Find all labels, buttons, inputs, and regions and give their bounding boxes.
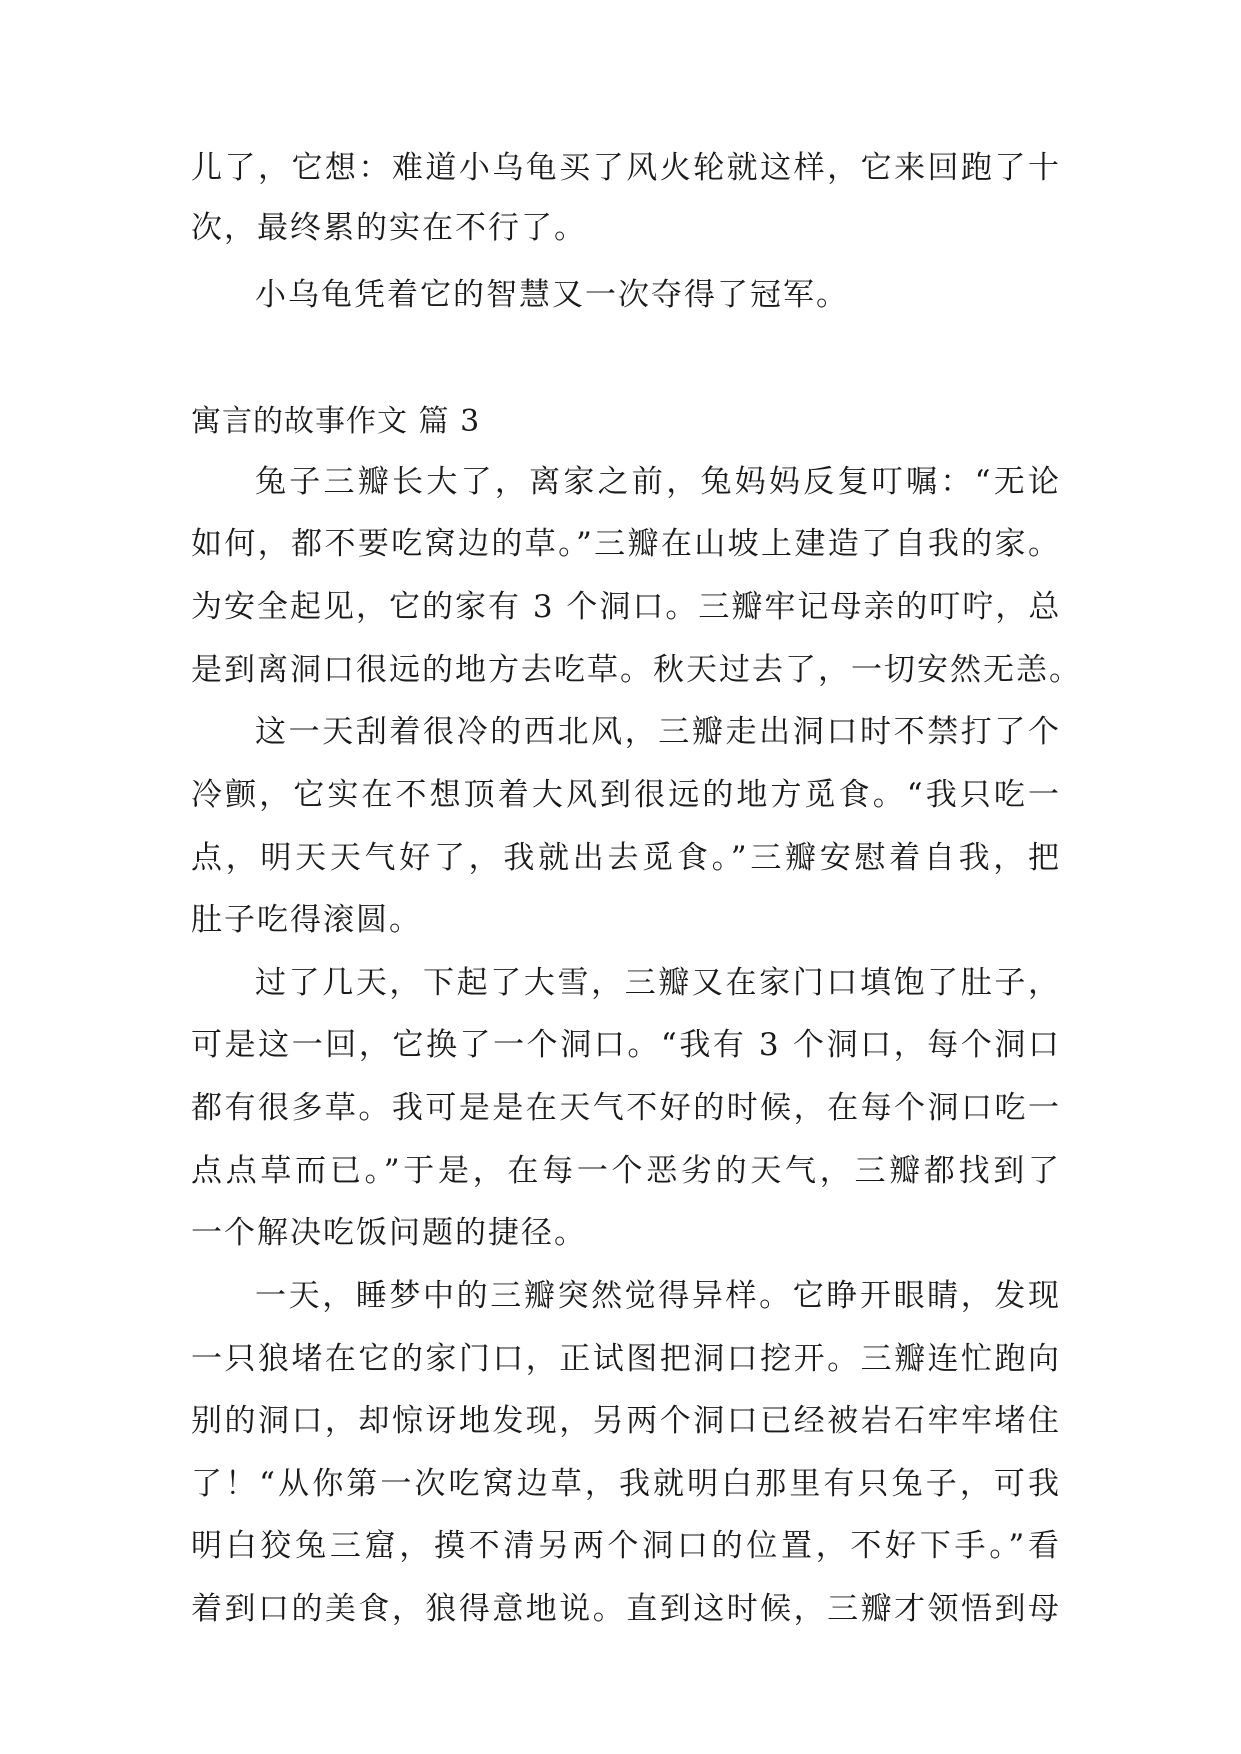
text-line: 是到离洞口很远的地方去吃草。秋天过去了，一切安然无恙。: [191, 652, 1082, 688]
text-line: 点，明天天气好了，我就出去觅食。”三瓣安慰着自我，把: [191, 840, 1061, 876]
text-line: 这一天刮着很冷的西北风，三瓣走出洞口时不禁打了个: [255, 714, 1061, 750]
text-line: 都有很多草。我可是是在天气不好的时候，在每个洞口吃一: [191, 1090, 1061, 1126]
text-line: 过了几天，下起了大雪，三瓣又在家门口填饱了肚子，: [255, 965, 1061, 1001]
text-line: 点点草而已。”于是，在每一个恶劣的天气，三瓣都找到了: [191, 1153, 1061, 1189]
text-line: 着到口的美食，狼得意地说。直到这时候，三瓣才领悟到母: [191, 1591, 1061, 1627]
text-line: 别的洞口，却惊讶地发现，另两个洞口已经被岩石牢牢堵住: [191, 1403, 1061, 1439]
text-line: 了！“从你第一次吃窝边草，我就明白那里有只兔子，可我: [191, 1466, 1061, 1502]
text-line: 可是这一回，它换了一个洞口。“我有 3 个洞口，每个洞口: [191, 1027, 1061, 1063]
text-line: 小乌龟凭着它的智慧又一次夺得了冠军。: [255, 277, 849, 313]
text-line: 一只狼堵在它的家门口，正试图把洞口挖开。三瓣连忙跑向: [191, 1341, 1061, 1377]
text-line: 明白狡兔三窟，摸不清另两个洞口的位置，不好下手。”看: [191, 1528, 1061, 1564]
text-line: 兔子三瓣长大了，离家之前，兔妈妈反复叮嘱：“无论: [255, 464, 1061, 500]
text-line: 冷颤，它实在不想顶着大风到很远的地方觅食。“我只吃一: [191, 777, 1061, 813]
text-line: 一天，睡梦中的三瓣突然觉得异样。它睁开眼睛，发现: [255, 1278, 1061, 1314]
text-line: 儿了，它想：难道小乌龟买了风火轮就这样，它来回跑了十: [191, 150, 1061, 186]
text-line: 如何，都不要吃窝边的草。”三瓣在山坡上建造了自我的家。: [191, 526, 1061, 562]
text-line: 肚子吃得滚圆。: [191, 902, 422, 938]
text-line: 次，最终累的实在不行了。: [191, 210, 587, 246]
text-line: 一个解决吃饭问题的捷径。: [191, 1215, 587, 1251]
section-heading: 寓言的故事作文 篇 3: [191, 404, 481, 439]
text-line: 为安全起见，它的家有 3 个洞口。三瓣牢记母亲的叮咛，总: [191, 589, 1062, 625]
